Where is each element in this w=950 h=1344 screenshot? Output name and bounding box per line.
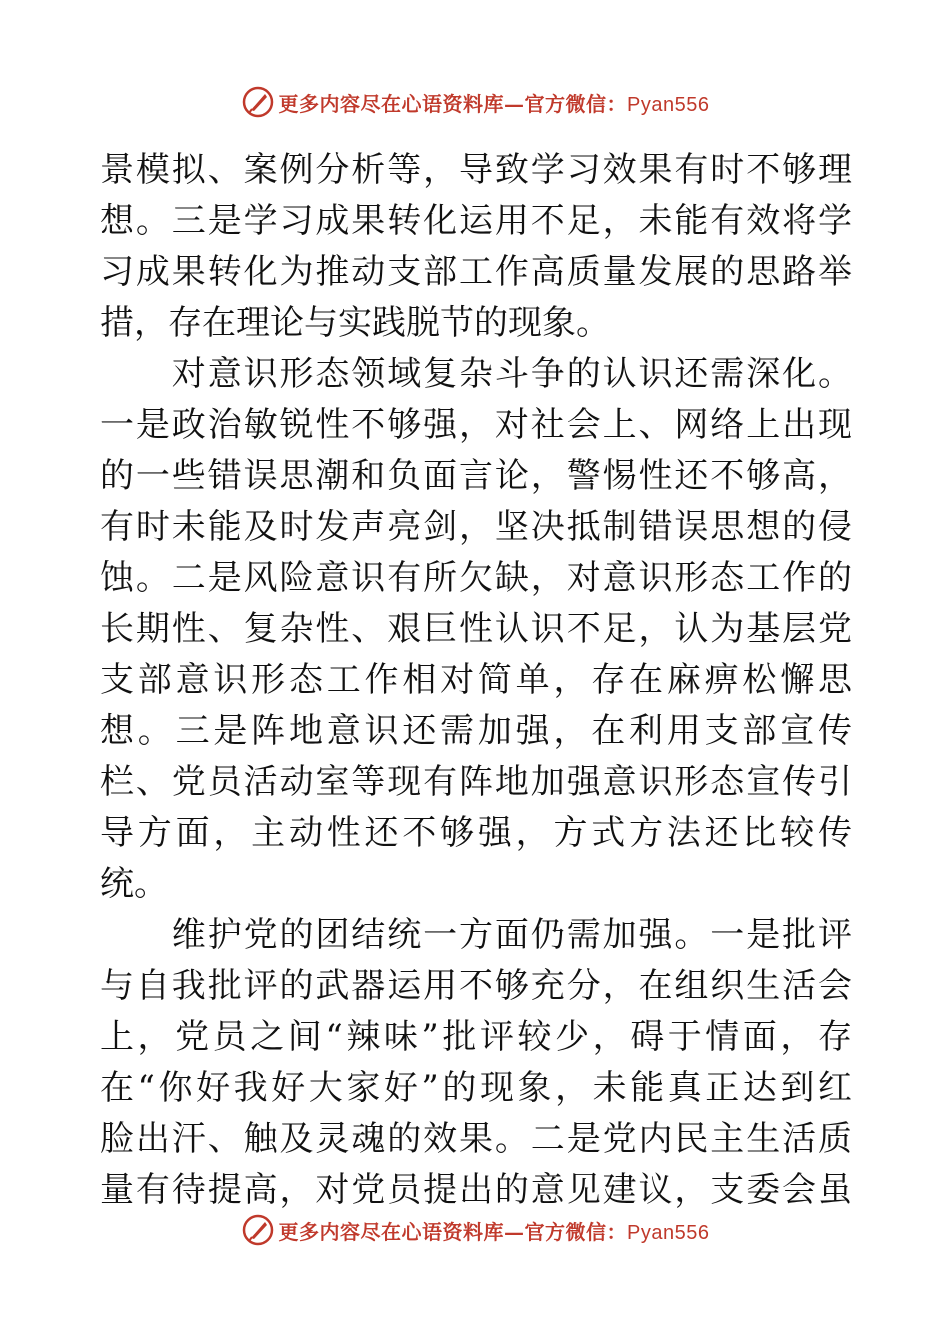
text-line: 与自我批评的武器运用不够充分，在组织生活会: [100, 966, 852, 1006]
text-line: 长期性、复杂性、艰巨性认识不足，认为基层党: [100, 609, 852, 649]
text-line: 栏、党员活动室等现有阵地加强意识形态宣传引: [100, 762, 852, 802]
watermark-wechat-id: Pyan556: [627, 93, 710, 116]
watermark-wechat-id: Pyan556: [627, 1221, 710, 1244]
paragraph-heading-line: 维护党的团结统一方面仍需加强。一是批评: [100, 915, 852, 955]
feather-pen-logo-icon: [241, 1213, 275, 1247]
text-line: 统。: [100, 864, 168, 904]
footer-watermark: [0, 1210, 950, 1250]
text-line: 一是政治敏锐性不够强，对社会上、网络上出现: [100, 405, 852, 445]
text-line: 有时未能及时发声亮剑，坚决抵制错误思想的侵: [100, 507, 852, 547]
text-line: 的一些错误思潮和负面言论，警惕性还不够高，: [100, 456, 852, 496]
document-body: [100, 145, 852, 1216]
text-line: 支部意识形态工作相对简单，存在麻痹松懈思: [100, 660, 852, 700]
watermark-text: 更多内容尽在心语资料库—官方微信：Pyan556: [278, 91, 710, 116]
paragraph-heading-line: 对意识形态领域复杂斗争的认识还需深化。: [100, 354, 852, 394]
text-line: 在“你好我好大家好”的现象，未能真正达到红: [100, 1068, 852, 1108]
text-line: 脸出汗、触及灵魂的效果。二是党内民主生活质: [100, 1119, 852, 1159]
watermark-text: 更多内容尽在心语资料库—官方微信：Pyan556: [278, 1219, 710, 1244]
text-line: 措，存在理论与实践脱节的现象。: [100, 303, 610, 343]
text-line: 量有待提高，对党员提出的意见建议，支委会虽: [100, 1170, 852, 1210]
feather-pen-logo-icon: [241, 85, 275, 119]
text-line: 景模拟、案例分析等，导致学习效果有时不够理: [100, 150, 852, 190]
text-line: 想。三是阵地意识还需加强，在利用支部宣传: [100, 711, 852, 751]
text-line: 习成果转化为推动支部工作高质量发展的思路举: [100, 252, 852, 292]
text-line: 想。三是学习成果转化运用不足，未能有效将学: [100, 201, 852, 241]
header-watermark: [0, 82, 950, 122]
text-line: 上，党员之间“辣味”批评较少，碍于情面，存: [100, 1017, 852, 1057]
text-line: 导方面，主动性还不够强，方式方法还比较传: [100, 813, 852, 853]
text-line: 蚀。二是风险意识有所欠缺，对意识形态工作的: [100, 558, 852, 598]
